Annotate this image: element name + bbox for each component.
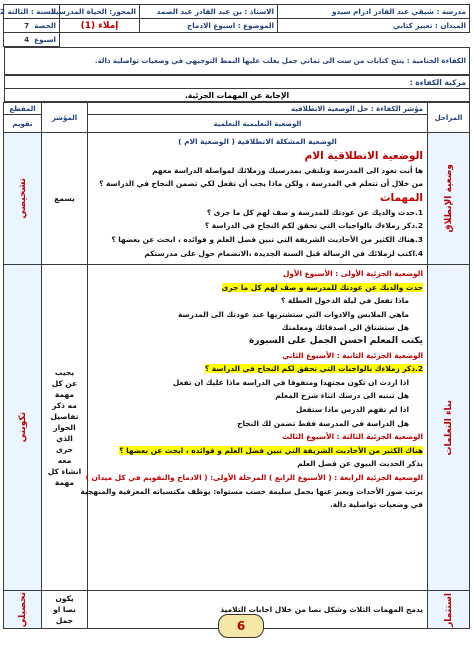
w1-write: يكتب المعلم احسن الجمل على السبورة <box>249 335 423 346</box>
axis-name: المحور: الحياة المدرسية <box>60 5 140 19</box>
w2-title: الوضعية الجزئية الثانية : الأسبوع الثاني <box>282 350 423 360</box>
w2-q1: اذا اردت ان تكون مجتهدا ومتفوقا في الدراسة ماذا عليك ان تفعل <box>172 377 409 387</box>
task-2: 2.ذكر زملاءك بالواجبات التي تحقق لكم النجاح في الدراسة ؟ <box>204 221 423 231</box>
col-indicator: المؤشر <box>42 103 88 133</box>
session-cell <box>4 19 60 33</box>
col-stages: المراحل <box>428 103 470 133</box>
w4-line-1: يرتب صور الأحداث ويعبر عنها بجمل سليمة حسب مستواه: يوظف مكتسباته المعرفية والمنهجية <box>80 486 423 496</box>
final-competence: الكفاءة الختامية : ينتج كتابات من ست الى ثماني جمل يغلب عليها النمط التوجيهي في وضعيات تواصلية دالة. <box>5 48 470 75</box>
launch-line-1: ها أنت تعود الى المدرسة وتلتقي بمدرسيك وزملائك لمواصلة الدراسة معهم <box>152 165 423 175</box>
w2-q4: هل الدراسة في المدرسة فقط تضمن لك النجاح <box>237 418 409 428</box>
tasks-title: المهمات <box>379 191 423 204</box>
w4-title: الوضعية الجزئية الرابعة : ( الأسبوع الرابع ) المرحلة الأولى: ( الادماج والتقويم في كل ميدان ) <box>85 472 423 482</box>
task-1: 1.حدث والديك عن عودتك للمدرسة و صف لهم كل ما جرى ؟ <box>206 207 423 217</box>
stage-build-cell <box>428 265 470 591</box>
build-content <box>80 265 428 591</box>
stage-invest: استثمار <box>443 592 454 627</box>
w3-task: هناك الكثير من الأحاديث الشريفة التي تبين فضل العلم و فوائده ، ابحث عن بعضها ؟ <box>119 445 423 455</box>
eval-diagnostic: تشخيصي <box>17 178 28 219</box>
col-evaluation: تقويم <box>4 115 42 133</box>
invest-text: يدمج المهمات الثلاث وشكل نصا من خلال اجابات التلاميذ <box>220 604 423 614</box>
task-4: 4.اكتب لزملائك في الرسالة قبل السنة الجديدة ،الانضمام حول على مدرستكم <box>144 248 423 258</box>
week-label: اسبوع <box>34 35 56 44</box>
launch-subtitle: الوضعية المشكلة الانطلاقية ( الوضعية الام ) <box>178 137 337 146</box>
indicator-build: يجيب عن كل مهمة مه ذكر تفاصيل الحوار الذي جرى معه انشاء كل مهمة <box>42 265 88 591</box>
indicator-launch: يسمع <box>42 133 88 265</box>
week-cell <box>4 33 60 47</box>
topic-name: الموضوع : اسبوع الادماج <box>140 19 278 33</box>
eval-diagnostic-cell <box>4 133 42 265</box>
w2-q2: هل تنتبه الى درسك اثناء شرح المعلم <box>275 391 409 401</box>
w1-title: الوضعية الجزئية الأولى : الأسبوع الأول <box>282 269 423 278</box>
main-table <box>3 102 470 629</box>
week-value: 4 <box>24 35 30 44</box>
school-name: مدرسة : شيقي عبد القادر ادرام سيدو <box>278 5 470 19</box>
domain-name: الميدان : تعبير كتابي <box>278 19 470 33</box>
competence-table <box>4 47 470 75</box>
w1-q3: هل ستشتاق الى اصدقائك ومعلمتك <box>281 323 409 333</box>
stage-launch: وضعية الإنطلاق <box>443 164 454 233</box>
session-label: الحصة <box>34 21 56 30</box>
eval-summative: تحصيلي <box>17 591 28 628</box>
lesson-title: إملاء (1) <box>60 19 140 33</box>
lesson-sheet <box>0 4 470 656</box>
page-number: 6 <box>218 614 264 638</box>
competence-value: الإجابة عن المهمات الجزئية. <box>5 89 470 102</box>
eval-formative: تكويني <box>17 412 28 443</box>
w1-task: حدث والديك عن عودتك للمدرسة و صف لهم كل ما جرى <box>221 282 423 292</box>
col-segment: المقطع <box>4 103 42 115</box>
teacher-name: الاستاذ : بن عبد القادر عبد الصمد <box>140 5 278 19</box>
w4-line-2: في وضعيات تواصلية دالة. <box>329 500 423 510</box>
w2-q3: اذا لم تفهم الدرس ماذا ستفعل <box>295 404 409 414</box>
w3-title: الوضعية الجزئية الثالثة : الأسبوع الثالث <box>281 432 423 442</box>
indicator-invest: يكون نصا او جمل <box>42 591 88 629</box>
launch-line-2: من خلال أن تتعلم في المدرسة ، ولكن ماذا يجب أن تفعل لكي تضمن النجاح في الدراسة ؟ <box>99 179 423 189</box>
launch-title: الوضعية الانطلاقية الام <box>304 149 423 162</box>
w1-q2: ماهي الملابس والادوات التي ستشتريها عند عودتك الى المدرسة <box>177 309 409 319</box>
stage-invest-cell <box>428 591 470 629</box>
stage-launch-cell <box>428 133 470 265</box>
component-table <box>4 75 470 102</box>
w1-q1: ماذا تفعل في ليلة الدخول العطلة ؟ <box>280 296 409 306</box>
eval-summative-cell <box>4 591 42 629</box>
launch-content <box>88 133 428 265</box>
header-table <box>0 4 470 47</box>
stage-build: بناء التعلمات <box>443 399 454 456</box>
w3-line: يذكر الحديث النبوي عن فضل العلم <box>297 459 423 469</box>
eval-formative-cell <box>4 265 42 591</box>
session-value: 7 <box>24 21 30 30</box>
w2-task: 2.ذكر زملاءك بالواجبات التي تحقق لكم النجاح في الدراسة ؟ <box>204 364 423 374</box>
task-3: 3.هناك الكثير من الأحاديث الشريفة التي تبين فضل العلم و فوائده ، ابحث عن بعضها ؟ <box>111 234 423 244</box>
indicator-row: مؤشر الكفاءة : حل الوضعية الانطلاقية <box>88 103 428 115</box>
col-activities: الوضعية التعليمية التعلمية <box>88 115 428 133</box>
year-level: السنة : الثالثة 2 <box>4 5 60 19</box>
competence-component: مركبة الكفاءة : <box>5 76 470 89</box>
